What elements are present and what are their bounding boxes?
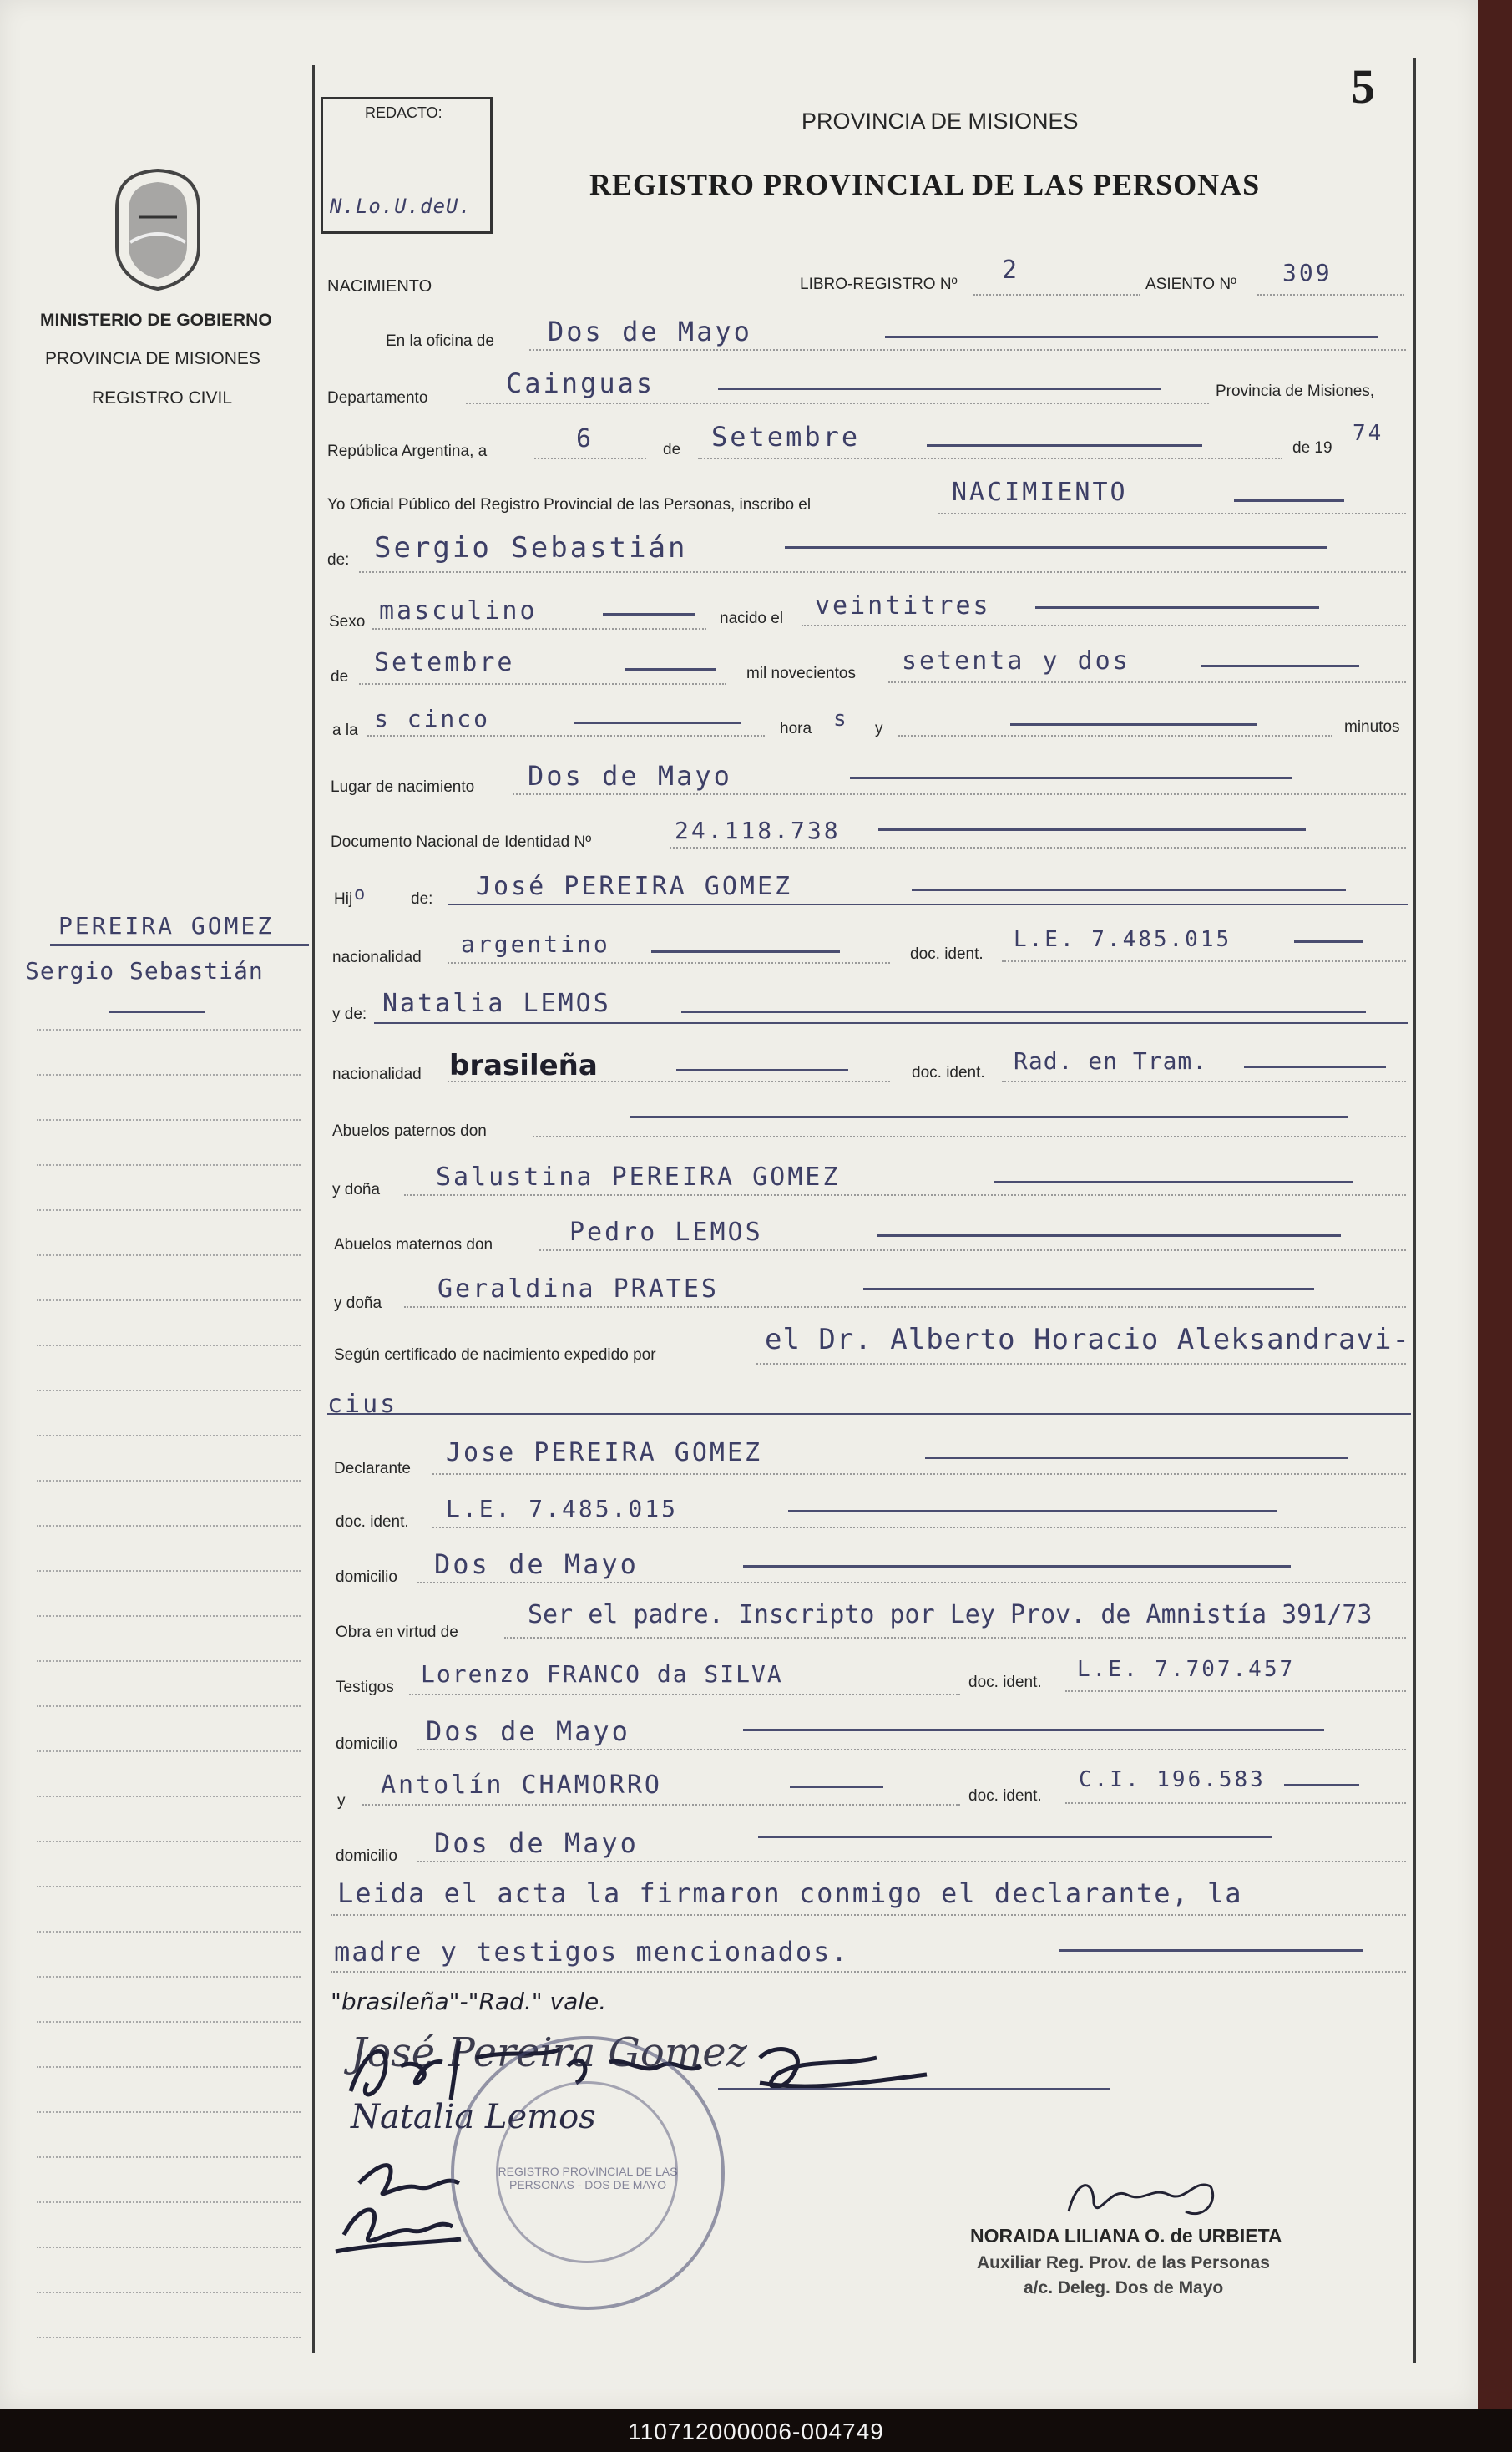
nacido-value: veintitres	[815, 591, 991, 621]
ministry-registry: REGISTRO CIVIL	[92, 388, 233, 408]
mes-nac-value: Setembre	[374, 648, 515, 677]
nac-padre-strike	[651, 950, 840, 953]
provincia-suffix: Provincia de Misiones,	[1216, 382, 1375, 400]
margin-row-line	[37, 1525, 301, 1527]
departamento-label: Departamento	[327, 389, 428, 407]
nac-madre-strike	[676, 1069, 848, 1071]
ab-pat-dots	[533, 1136, 1406, 1137]
anio-nac-strike	[1201, 665, 1359, 667]
testigos-label: Testigos	[336, 1679, 394, 1696]
libro-dots	[973, 294, 1140, 296]
nombre-dots	[359, 571, 1406, 573]
republica-de-label: de	[663, 441, 681, 458]
testigo1-dots	[409, 1694, 960, 1695]
lugar-value: Dos de Mayo	[528, 760, 732, 792]
doc-padre-strike	[1294, 940, 1363, 943]
doc-padre-value: L.E. 7.485.015	[1014, 927, 1232, 952]
margin-row-line	[37, 1886, 301, 1887]
leida-strike	[1059, 1949, 1363, 1952]
minutos-dots	[898, 735, 1332, 737]
redacto-value: N.Lo.U.deU.	[330, 195, 472, 218]
doc-madre-strike	[1244, 1066, 1386, 1068]
leida-dots-2	[331, 1971, 1406, 1973]
record-type-label: NACIMIENTO	[327, 277, 432, 296]
testigo1-value: Lorenzo FRANCO da SILVA	[421, 1660, 783, 1688]
sexo-label: Sexo	[329, 613, 366, 631]
registry-heading: REGISTRO PROVINCIAL DE LAS PERSONAS	[589, 168, 1261, 201]
ab-pat-dona-value: Salustina PEREIRA GOMEZ	[436, 1163, 841, 1192]
doc-decl-strike	[788, 1510, 1277, 1512]
anio-value: 74	[1353, 421, 1384, 446]
nac-madre-dots	[448, 1081, 890, 1082]
margin-row-line	[37, 1390, 301, 1391]
ab-mat-dona-dots	[404, 1306, 1406, 1308]
ab-pat-dona-dots	[404, 1194, 1406, 1196]
inscribo-strike	[1234, 499, 1344, 502]
doc-t2-dots	[1065, 1802, 1406, 1804]
ab-mat-dona-value: Geraldina PRATES	[437, 1274, 719, 1304]
hijo-de-label: de:	[411, 890, 433, 908]
obra-value: Ser el padre. Inscripto por Ley Prov. de Amnistía 391/73	[528, 1600, 1373, 1629]
ab-pat-dona-strike	[994, 1181, 1353, 1183]
margin-row-line	[37, 1029, 301, 1031]
nac-padre-value: argentino	[461, 930, 610, 958]
margin-row-line	[37, 1750, 301, 1752]
minutos-strike	[1010, 723, 1257, 726]
document-id: 110712000006-004749	[628, 2419, 884, 2444]
margin-row-line	[37, 1209, 301, 1211]
dni-label: Documento Nacional de Identidad Nº	[331, 833, 592, 851]
ala-strike	[574, 722, 741, 724]
margin-row-line	[37, 1435, 301, 1436]
margin-row-line	[37, 1660, 301, 1662]
ab-pat-label: Abuelos paternos don	[332, 1122, 487, 1140]
margin-row-line	[37, 1345, 301, 1346]
doc-t1-value: L.E. 7.707.457	[1077, 1657, 1296, 1682]
right-frame-line	[1413, 58, 1416, 2363]
madre-label: y de:	[332, 1006, 367, 1023]
doc-madre-dots	[1002, 1081, 1406, 1082]
inscribo-value: NACIMIENTO	[952, 478, 1128, 507]
obra-dots	[504, 1637, 1406, 1639]
departamento-strike	[718, 388, 1161, 390]
nombre-de-label: de:	[327, 551, 350, 569]
dni-dots	[670, 847, 1406, 849]
margin-name: Sergio Sebastián	[25, 957, 264, 985]
hijo-label: Hij	[334, 890, 353, 908]
anio-label: de 19	[1292, 439, 1332, 457]
inscribo-dots	[938, 513, 1406, 514]
ala-dots	[367, 735, 765, 737]
lugar-dots	[513, 793, 1406, 795]
testigo2-value: Antolín CHAMORRO	[381, 1771, 662, 1800]
anio-nac-dots	[888, 681, 1406, 683]
sexo-value: masculino	[379, 596, 538, 626]
leida-line-2: madre y testigos mencionados.	[334, 1936, 849, 1968]
declarante-strike	[925, 1457, 1348, 1459]
oficina-strike	[885, 336, 1378, 338]
nacido-strike	[1035, 606, 1319, 609]
ministry-title: MINISTERIO DE GOBIERNO	[40, 311, 272, 330]
signature-mother-text: Natalia Lemos	[351, 2098, 596, 2136]
libro-label: LIBRO-REGISTRO Nº	[800, 276, 958, 293]
oficina-value: Dos de Mayo	[548, 316, 752, 347]
doc-t2-value: C.I. 196.583	[1079, 1767, 1266, 1792]
official-stamp-text: REGISTRO PROVINCIAL DE LAS PERSONAS - DOS DE MAYO	[498, 2165, 678, 2191]
margin-row-line	[37, 2021, 301, 2023]
doc-t2-label: doc. ident.	[968, 1787, 1042, 1805]
oficina-label: En la oficina de	[386, 332, 494, 350]
asiento-dots	[1257, 294, 1404, 296]
departamento-value: Cainguas	[506, 367, 655, 399]
margin-row-line	[37, 2337, 301, 2338]
doc-decl-value: L.E. 7.485.015	[446, 1495, 679, 1522]
mes-nac-dots	[359, 683, 726, 685]
domicilio-t1-dots	[417, 1749, 1406, 1750]
domicilio-t2-value: Dos de Mayo	[434, 1827, 639, 1859]
dia-value: 6	[576, 424, 594, 453]
domicilio-decl-label: domicilio	[336, 1568, 397, 1586]
margin-row-line	[37, 1976, 301, 1978]
margin-name-underline	[109, 1011, 205, 1013]
dni-value: 24.118.738	[675, 817, 841, 844]
declarante-value: Jose PEREIRA GOMEZ	[446, 1438, 763, 1467]
official-signature	[1060, 2170, 1227, 2228]
redacto-box	[321, 97, 493, 234]
doc-madre-label: doc. ident.	[912, 1064, 985, 1082]
declarante-label: Declarante	[334, 1460, 411, 1477]
official-role: Auxiliar Reg. Prov. de las Personas	[977, 2253, 1270, 2272]
margin-row-line	[37, 1299, 301, 1301]
nacido-label: nacido el	[720, 610, 784, 627]
domicilio-t2-label: domicilio	[336, 1847, 397, 1865]
mes-value: Setembre	[711, 421, 861, 453]
margin-row-line	[37, 1254, 301, 1256]
lugar-strike	[850, 777, 1292, 779]
mes-nac-strike	[625, 668, 716, 671]
segun-dots	[756, 1363, 1406, 1365]
nombre-strike	[785, 546, 1327, 549]
nacido-dots	[802, 625, 1406, 626]
doc-t2-strike	[1284, 1784, 1359, 1786]
ab-mat-dona-label: y doña	[334, 1294, 382, 1312]
margin-row-line	[37, 1615, 301, 1617]
madre-underline	[374, 1022, 1408, 1024]
doc-madre-value: Rad. en Tram.	[1014, 1047, 1208, 1075]
official-stamp	[451, 2036, 725, 2310]
segun-line2	[327, 1413, 1411, 1415]
madre-value: Natalia LEMOS	[382, 989, 611, 1018]
margin-row-line	[37, 1119, 301, 1121]
left-frame-line	[312, 65, 315, 2353]
margin-row-line	[37, 1164, 301, 1166]
domicilio-t2-strike	[758, 1836, 1272, 1838]
padre-value: José PEREIRA GOMEZ	[476, 872, 793, 901]
margin-row-line	[37, 2111, 301, 2113]
doc-decl-label: doc. ident.	[336, 1513, 409, 1531]
province-coat-of-arms	[105, 167, 210, 292]
margin-surname: PEREIRA GOMEZ	[58, 912, 275, 940]
asiento-label: ASIENTO Nº	[1145, 276, 1236, 293]
margin-row-line	[37, 1705, 301, 1707]
hora-label: hora	[780, 720, 812, 737]
segun-value: el Dr. Alberto Horacio Aleksandravi-	[765, 1323, 1410, 1356]
ala-label: a la	[332, 722, 358, 739]
y-label: y	[875, 720, 883, 737]
ab-mat-label: Abuelos maternos don	[334, 1236, 493, 1254]
madre-strike	[681, 1011, 1366, 1013]
domicilio-decl-value: Dos de Mayo	[434, 1548, 639, 1580]
ab-pat-dona-label: y doña	[332, 1181, 381, 1198]
testigo2-strike	[790, 1786, 883, 1788]
anio-nac-value: setenta y dos	[902, 646, 1130, 676]
margin-row-line	[37, 1796, 301, 1797]
asiento-value: 309	[1282, 259, 1332, 286]
segun-label: Según certificado de nacimiento expedido por	[334, 1346, 656, 1364]
lugar-label: Lugar de nacimiento	[331, 778, 475, 796]
ab-mat-don-value: Pedro LEMOS	[569, 1218, 763, 1247]
redacto-label: REDACTO:	[365, 104, 442, 121]
margin-row-line	[37, 2292, 301, 2293]
margin-row-line	[37, 1570, 301, 1572]
libro-value: 2	[1002, 256, 1020, 285]
page-edge	[1478, 0, 1512, 2409]
page-number: 5	[1351, 59, 1375, 114]
margin-surname-underline	[50, 944, 309, 946]
ala-value: s cinco	[374, 705, 491, 732]
salvedad-note: "brasileña"-"Rad." vale.	[331, 1988, 607, 2015]
nombre-value: Sergio Sebastián	[374, 531, 688, 565]
ab-mat-dona-strike	[863, 1288, 1314, 1290]
ab-mat-don-strike	[877, 1234, 1341, 1237]
padre-underline	[448, 904, 1408, 905]
doc-padre-label: doc. ident.	[910, 945, 984, 963]
domicilio-decl-strike	[743, 1565, 1291, 1568]
republica-label: República Argentina, a	[327, 443, 488, 460]
margin-row-line	[37, 1931, 301, 1933]
nac-padre-dots	[448, 962, 890, 964]
official-name: NORAIDA LILIANA O. de URBIETA	[970, 2225, 1282, 2247]
sexo-dots	[372, 628, 706, 630]
testigo2-dots	[362, 1804, 960, 1806]
margin-row-line	[37, 2156, 301, 2158]
mes-dots	[698, 458, 1282, 459]
ab-pat-strike	[630, 1116, 1348, 1118]
ab-mat-dots	[539, 1249, 1406, 1251]
declarante-dots	[432, 1473, 1406, 1475]
margin-row-line	[37, 1480, 301, 1482]
doc-t1-label: doc. ident.	[968, 1674, 1042, 1691]
mes-strike	[927, 444, 1202, 447]
dni-strike	[878, 828, 1306, 831]
doc-padre-dots	[1002, 960, 1406, 962]
domicilio-t1-value: Dos de Mayo	[426, 1715, 630, 1747]
nac-madre-value: brasileña	[449, 1049, 598, 1082]
testigo2-y-label: y	[337, 1792, 346, 1810]
nac-padre-label: nacionalidad	[332, 949, 422, 966]
oficina-dots	[529, 349, 1406, 351]
minutos-label: minutos	[1344, 718, 1400, 736]
obra-label: Obra en virtud de	[336, 1624, 458, 1641]
departamento-dots	[466, 403, 1209, 404]
official-office: a/c. Deleg. Dos de Mayo	[1024, 2278, 1224, 2297]
dia-dots	[534, 458, 646, 459]
signature-witness-2	[327, 2193, 469, 2260]
domicilio-t2-dots	[417, 1861, 1406, 1862]
hijo-o-value: o	[354, 884, 368, 904]
margin-row-line	[37, 1074, 301, 1076]
nac-madre-label: nacionalidad	[332, 1066, 422, 1083]
leida-dots-1	[331, 1914, 1406, 1916]
doc-t1-dots	[1065, 1690, 1406, 1692]
hora-value: s	[833, 707, 849, 732]
ministry-province: PROVINCIA DE MISIONES	[45, 349, 260, 368]
segun-value-2: cius	[327, 1390, 398, 1419]
inscribo-label: Yo Oficial Público del Registro Provincial de las Personas, inscribo el	[327, 496, 812, 514]
padre-strike	[912, 889, 1346, 891]
sexo-strike	[603, 613, 695, 616]
margin-row-line	[37, 2247, 301, 2248]
domicilio-decl-dots	[417, 1582, 1406, 1583]
province-heading: PROVINCIA DE MISIONES	[802, 109, 1079, 134]
margin-row-line	[37, 2066, 301, 2068]
domicilio-t1-strike	[743, 1729, 1324, 1731]
mes-nac-de-label: de	[331, 668, 349, 686]
margin-row-line	[37, 1841, 301, 1842]
signature-father-text: José Pereira Gomez	[351, 2029, 747, 2076]
domicilio-t1-label: domicilio	[336, 1735, 397, 1753]
signature-line	[718, 2088, 1110, 2090]
leida-line-1: Leida el acta la firmaron conmigo el declarante, la	[337, 1877, 1243, 1909]
mil-label: mil novecientos	[746, 665, 856, 682]
margin-row-line	[37, 2201, 301, 2203]
doc-decl-dots	[432, 1527, 1406, 1528]
